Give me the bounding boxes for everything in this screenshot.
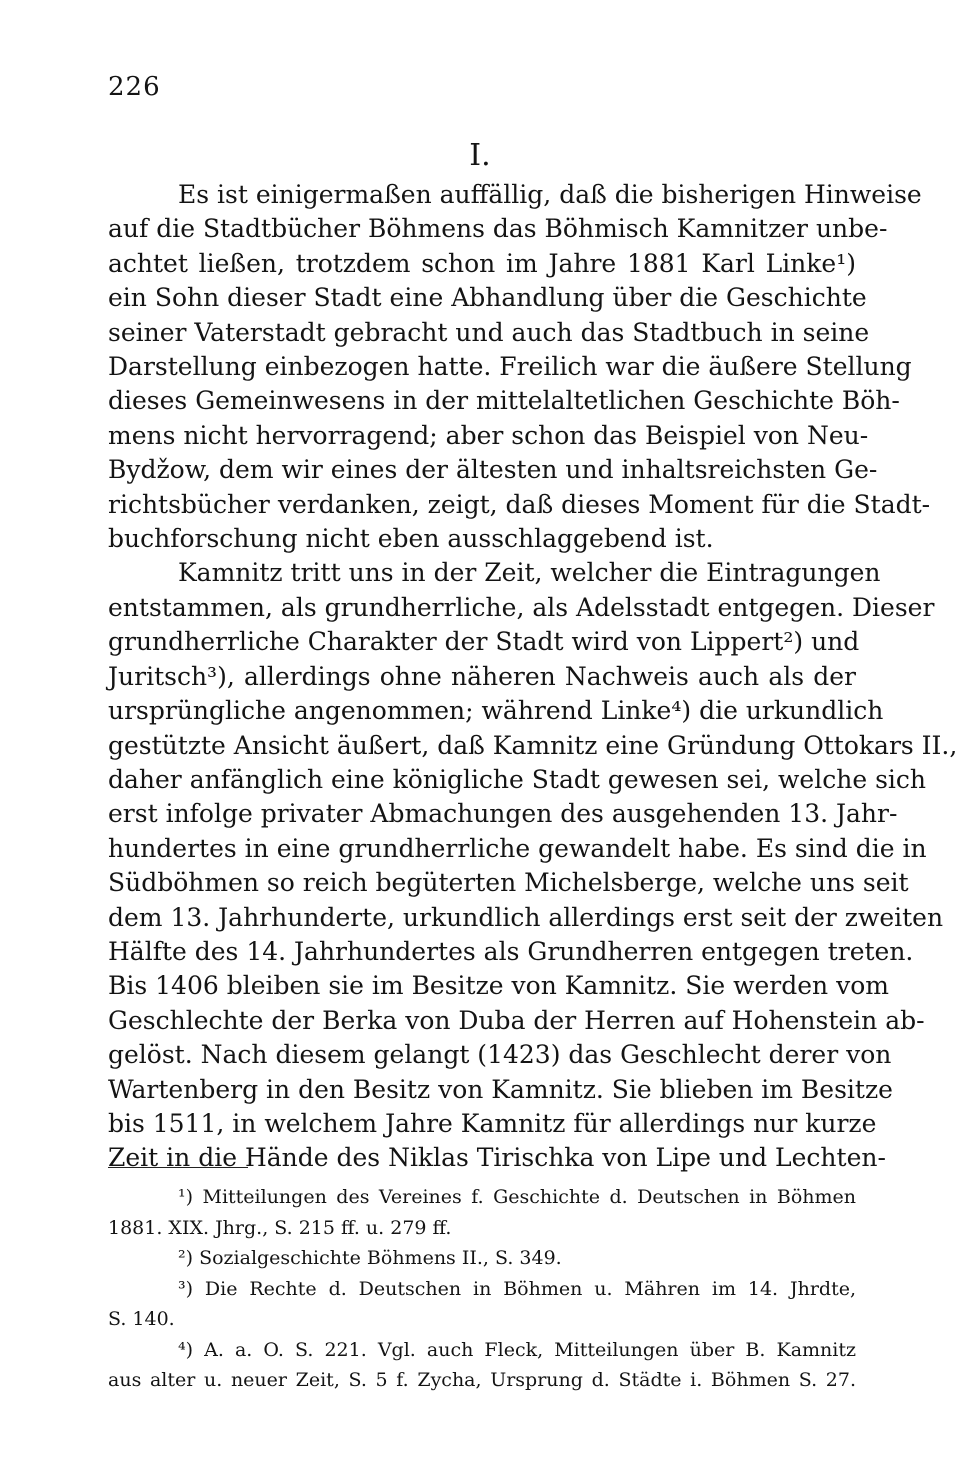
body-line: erst infolge privater Abmachungen des ausgehenden 13. Jahr-	[108, 799, 898, 829]
footnote-line: ²) Sozialgeschichte Böhmens II., S. 349.	[178, 1247, 562, 1269]
body-line: Kamnitz tritt uns in der Zeit, welcher die Eintragungen	[178, 558, 881, 588]
body-line: buchforschung nicht eben ausschlaggebend ist.	[108, 524, 714, 554]
footnote-divider	[108, 1167, 248, 1168]
body-line: Südböhmen so reich begüterten Michelsberge, welche uns seit	[108, 868, 909, 898]
body-line: gelöst. Nach diesem gelangt (1423) das Geschlecht derer von	[108, 1040, 892, 1070]
body-text	[108, 178, 958, 1176]
body-line: entstammen, als grundherrliche, als Adelsstadt entgegen. Dieser	[108, 592, 935, 622]
body-line: Zeit in die Hände des Niklas Tirischka von Lipe und Lechten-	[108, 1143, 886, 1173]
body-line: bis 1511, in welchem Jahre Kamnitz für allerdings nur kurze	[108, 1108, 877, 1138]
body-line: seiner Vaterstadt gebracht und auch das Stadtbuch in seine	[108, 317, 870, 347]
body-line: Wartenberg in den Besitz von Kamnitz. Sie blieben im Besitze	[108, 1074, 893, 1104]
body-line: ein Sohn dieser Stadt eine Abhandlung über die Geschichte	[108, 283, 867, 313]
body-line: Darstellung einbezogen hatte. Freilich war die äußere Stellung	[108, 352, 912, 382]
footnote-line: aus alter u. neuer Zeit, S. 5 f. Zycha, Ursprung d. Städte i. Böhmen S. 27.	[108, 1369, 856, 1391]
footnote-line: S. 140.	[108, 1308, 175, 1330]
body-line: Hälfte des 14. Jahrhundertes als Grundherren entgegen treten.	[108, 936, 914, 966]
body-line: Geschlechte der Berka von Duba der Herren auf Hohenstein ab-	[108, 1005, 925, 1035]
body-line: gestützte Ansicht äußert, daß Kamnitz eine Gründung Ottokars II.,	[108, 730, 958, 760]
footnote-line: ⁴) A. a. O. S. 221. Vgl. auch Fleck, Mitteilungen über B. Kamnitz	[178, 1338, 856, 1361]
footnote-line: ¹) Mitteilungen des Vereines f. Geschichte d. Deutschen in Böhmen	[178, 1186, 856, 1208]
body-line: mens nicht hervorragend; aber schon das Beispiel von Neu-	[108, 420, 869, 450]
footnotes	[108, 1182, 856, 1396]
body-line: hundertes in eine grundherrliche gewandelt habe. Es sind die in	[108, 833, 927, 863]
body-line: richtsbücher verdanken, zeigt, daß dieses Moment für die Stadt-	[108, 489, 931, 519]
body-line: Bydžow, dem wir eines der ältesten und inhaltsreichsten Ge-	[108, 455, 878, 485]
body-line: auf die Stadtbücher Böhmens das Böhmisch Kamnitzer unbe-	[108, 214, 888, 244]
footnote-line: 1881. XIX. Jhrg., S. 215 ff. u. 279 ff.	[108, 1216, 452, 1239]
body-line: dieses Gemeinwesens in der mittelaltetlichen Geschichte Böh-	[108, 386, 900, 416]
body-line: Es ist einigermaßen auffällig, daß die bisherigen Hinweise	[178, 180, 922, 209]
body-line: daher anfänglich eine königliche Stadt gewesen sei, welche sich	[108, 764, 926, 794]
section-heading: I.	[469, 138, 491, 173]
body-line: Juritsch³), allerdings ohne näheren Nachweis auch als der	[108, 661, 856, 691]
body-line: Bis 1406 bleiben sie im Besitze von Kamnitz. Sie werden vom	[108, 971, 889, 1001]
body-line: achtet ließen, trotzdem schon im Jahre 1881 Karl Linke¹)	[108, 248, 856, 278]
body-line: grundherrliche Charakter der Stadt wird von Lippert²) und	[108, 627, 860, 657]
footnote-line: ³) Die Rechte d. Deutschen in Böhmen u. Mähren im 14. Jhrdte,	[178, 1277, 856, 1300]
body-line: dem 13. Jahrhunderte, urkundlich allerdings erst seit der zweiten	[108, 902, 944, 932]
body-line: ursprüngliche angenommen; während Linke⁴) die urkundlich	[108, 696, 884, 726]
page-number: 226	[108, 72, 161, 102]
